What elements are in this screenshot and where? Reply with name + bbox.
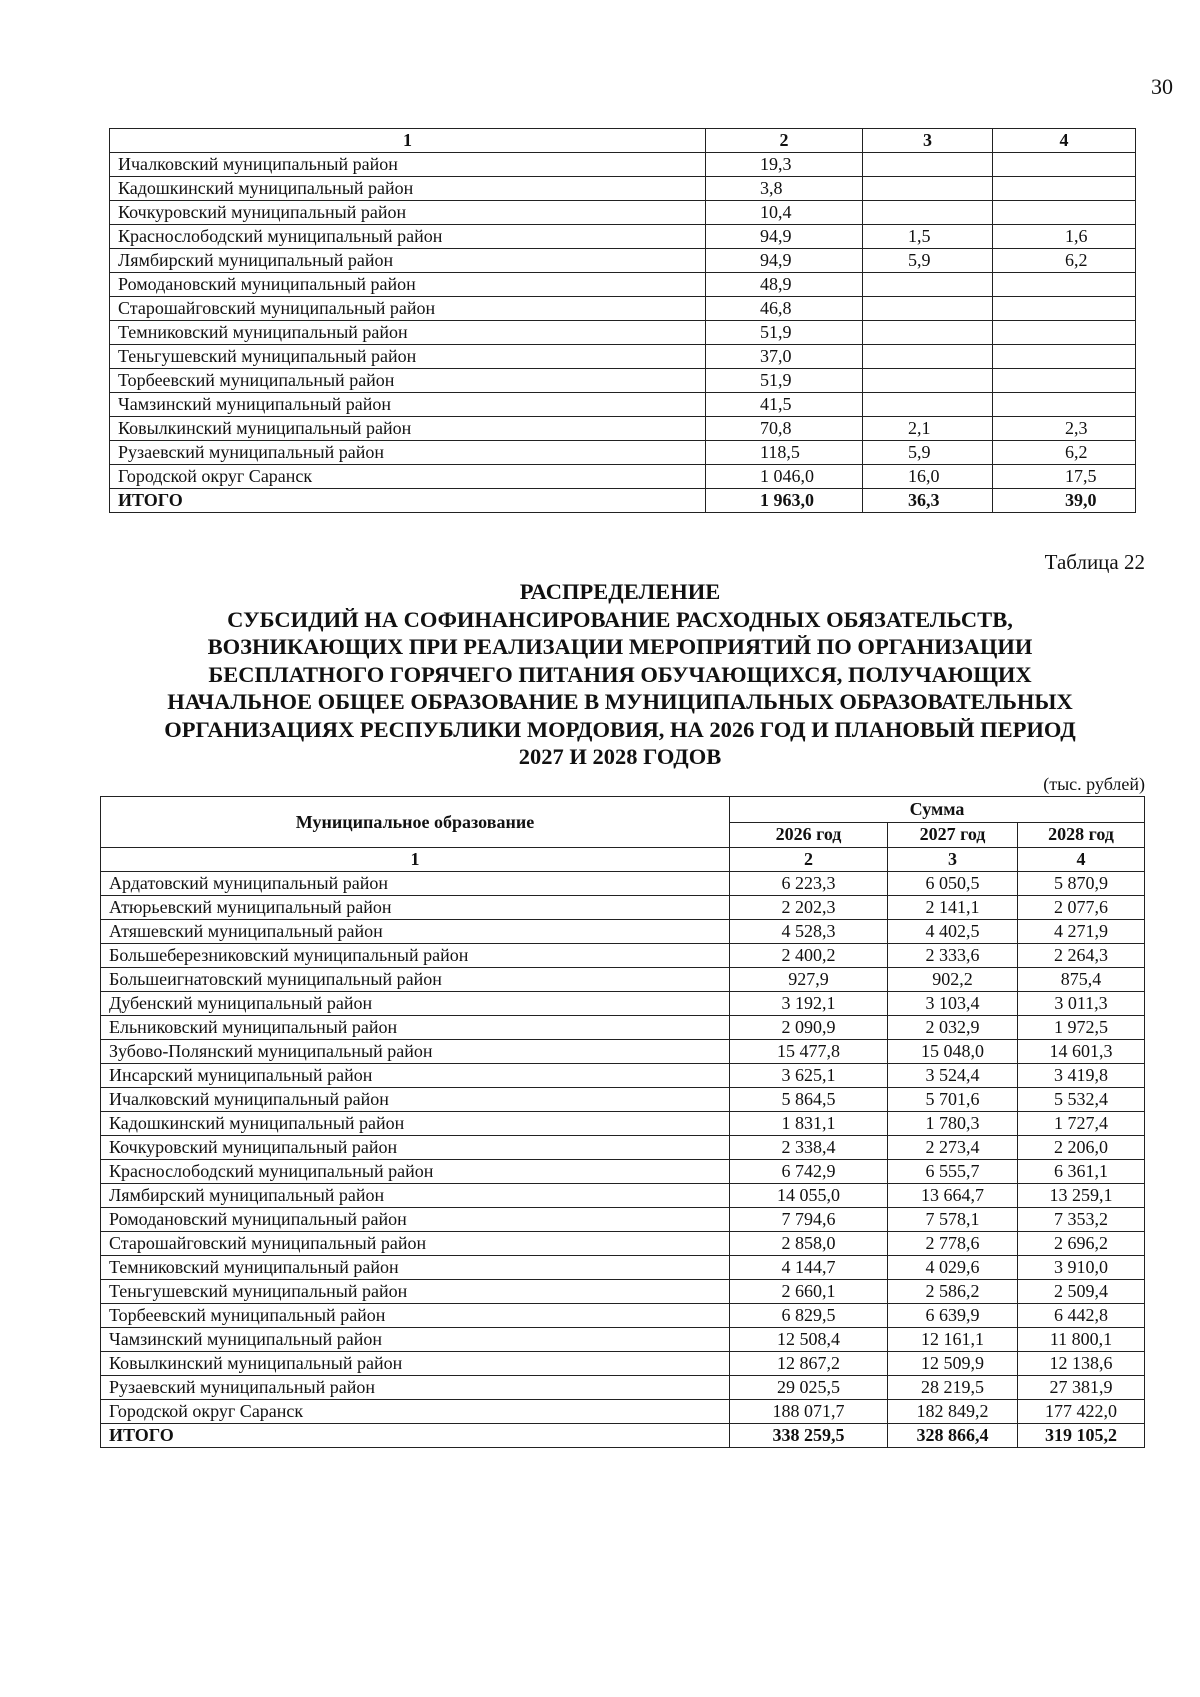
table-row [110,321,1136,345]
municipality-cell: ИТОГО [110,489,706,513]
value-cell: 188 071,7 [730,1400,888,1424]
value-cell: 2 338,4 [730,1136,888,1160]
value-cell: 5,9 [863,249,993,273]
sum-header: Сумма [730,797,1145,823]
municipality-cell: Торбеевский муниципальный район [101,1304,730,1328]
value-cell: 2 032,9 [888,1016,1018,1040]
value-cell: 41,5 [706,393,863,417]
value-cell: 14 055,0 [730,1184,888,1208]
municipality-cell: Большеберезниковский муниципальный район [101,944,730,968]
col-number: 2 [706,129,863,153]
value-cell: 3 103,4 [888,992,1018,1016]
value-cell: 6 050,5 [888,872,1018,896]
total-row [110,489,1136,513]
municipality-header: Муниципальное образование [101,797,730,848]
value-cell: 5,9 [863,441,993,465]
value-cell: 11 800,1 [1018,1328,1145,1352]
value-cell: 328 866,4 [888,1424,1018,1448]
table-row [110,273,1136,297]
table-row [101,992,1145,1016]
value-cell: 1 831,1 [730,1112,888,1136]
municipality-cell: Теньгушевский муниципальный район [101,1280,730,1304]
municipality-cell: Краснослободский муниципальный район [101,1160,730,1184]
municipality-cell: Ельниковский муниципальный район [101,1016,730,1040]
value-cell: 1 046,0 [706,465,863,489]
year-header: 2027 год [888,822,1018,848]
value-cell: 5 532,4 [1018,1088,1145,1112]
title-line: НАЧАЛЬНОЕ ОБЩЕЕ ОБРАЗОВАНИЕ В МУНИЦИПАЛЬНЫХ ОБРАЗОВАТЕЛЬНЫХ [167,689,1073,714]
value-cell: 5 864,5 [730,1088,888,1112]
table-title [95,578,1145,771]
municipality-cell: Кочкуровский муниципальный район [110,201,706,225]
value-cell: 7 578,1 [888,1208,1018,1232]
continuation-table [109,128,1136,513]
municipality-cell: Лямбирский муниципальный район [110,249,706,273]
value-cell: 182 849,2 [888,1400,1018,1424]
value-cell: 2,1 [863,417,993,441]
value-cell: 28 219,5 [888,1376,1018,1400]
municipality-cell: ИТОГО [101,1424,730,1448]
municipality-cell: Городской округ Саранск [101,1400,730,1424]
municipality-cell: Торбеевский муниципальный район [110,369,706,393]
value-cell: 3 524,4 [888,1064,1018,1088]
value-cell: 46,8 [706,297,863,321]
value-cell: 118,5 [706,441,863,465]
municipality-cell: Чамзинский муниципальный район [110,393,706,417]
units-note: (тыс. рублей) [1043,774,1145,794]
table-row [110,417,1136,441]
col-number: 1 [110,129,706,153]
value-cell: 2 264,3 [1018,944,1145,968]
municipality-cell: Рузаевский муниципальный район [101,1376,730,1400]
value-cell: 3 910,0 [1018,1256,1145,1280]
value-cell: 51,9 [706,369,863,393]
value-cell: 177 422,0 [1018,1400,1145,1424]
value-cell: 39,0 [993,489,1136,513]
value-cell: 2 586,2 [888,1280,1018,1304]
table-row [101,1232,1145,1256]
table-row [101,920,1145,944]
table-row [101,968,1145,992]
value-cell: 15 477,8 [730,1040,888,1064]
table-row [101,1328,1145,1352]
value-cell: 2 696,2 [1018,1232,1145,1256]
col-number: 1 [101,848,730,872]
municipality-cell: Ичалковский муниципальный район [110,153,706,177]
value-cell: 4 271,9 [1018,920,1145,944]
value-cell: 2 858,0 [730,1232,888,1256]
table-row [101,1040,1145,1064]
value-cell: 2,3 [993,417,1136,441]
municipality-cell: Инсарский муниципальный район [101,1064,730,1088]
value-cell: 6 442,8 [1018,1304,1145,1328]
value-cell: 13 664,7 [888,1184,1018,1208]
value-cell [863,177,993,201]
value-cell: 7 353,2 [1018,1208,1145,1232]
subsidy-table-body [101,797,1145,1448]
value-cell: 19,3 [706,153,863,177]
value-cell [863,369,993,393]
value-cell [993,273,1136,297]
table-row [110,177,1136,201]
value-cell: 10,4 [706,201,863,225]
value-cell [863,321,993,345]
value-cell: 13 259,1 [1018,1184,1145,1208]
table-row [110,201,1136,225]
table-row [101,944,1145,968]
value-cell: 2 333,6 [888,944,1018,968]
table-row [101,1352,1145,1376]
value-cell: 1 727,4 [1018,1112,1145,1136]
value-cell: 4 029,6 [888,1256,1018,1280]
value-cell: 15 048,0 [888,1040,1018,1064]
table-row [101,1016,1145,1040]
value-cell: 2 202,3 [730,896,888,920]
table-row [101,1088,1145,1112]
col-number: 4 [993,129,1136,153]
value-cell: 338 259,5 [730,1424,888,1448]
municipality-cell: Дубенский муниципальный район [101,992,730,1016]
table-row [101,872,1145,896]
municipality-cell: Городской округ Саранск [110,465,706,489]
value-cell: 2 509,4 [1018,1280,1145,1304]
value-cell: 6 361,1 [1018,1160,1145,1184]
value-cell [993,153,1136,177]
value-cell: 3 625,1 [730,1064,888,1088]
value-cell: 2 077,6 [1018,896,1145,920]
value-cell: 14 601,3 [1018,1040,1145,1064]
table-row [110,369,1136,393]
value-cell: 6 742,9 [730,1160,888,1184]
value-cell [863,393,993,417]
table-row [101,1208,1145,1232]
title-line: СУБСИДИЙ НА СОФИНАНСИРОВАНИЕ РАСХОДНЫХ ОБЯЗАТЕЛЬСТВ, [227,606,1013,632]
value-cell: 17,5 [993,465,1136,489]
column-number-row [110,129,1136,153]
table-row [101,1280,1145,1304]
value-cell [863,273,993,297]
col-number: 4 [1018,848,1145,872]
value-cell: 4 528,3 [730,920,888,944]
value-cell: 3 011,3 [1018,992,1145,1016]
title-line: БЕСПЛАТНОГО ГОРЯЧЕГО ПИТАНИЯ ОБУЧАЮЩИХСЯ, ПОЛУЧАЮЩИХ [208,661,1032,687]
table-row [101,1256,1145,1280]
table-label: Таблица 22 [1044,550,1145,574]
value-cell: 2 778,6 [888,1232,1018,1256]
value-cell: 902,2 [888,968,1018,992]
header-row [101,797,1145,823]
municipality-cell: Ичалковский муниципальный район [101,1088,730,1112]
title-line: 2027 И 2028 ГОДОВ [518,744,722,769]
value-cell: 1 963,0 [706,489,863,513]
municipality-cell: Теньгушевский муниципальный район [110,345,706,369]
value-cell: 94,9 [706,225,863,249]
municipality-cell: Атюрьевский муниципальный район [101,896,730,920]
value-cell [863,345,993,369]
value-cell: 1 780,3 [888,1112,1018,1136]
value-cell: 36,3 [863,489,993,513]
value-cell: 4 402,5 [888,920,1018,944]
municipality-cell: Старошайговский муниципальный район [110,297,706,321]
value-cell: 2 400,2 [730,944,888,968]
value-cell: 1,5 [863,225,993,249]
municipality-cell: Ромодановский муниципальный район [101,1208,730,1232]
column-number-row [101,848,1145,872]
value-cell [863,153,993,177]
title-line: ОРГАНИЗАЦИЯХ РЕСПУБЛИКИ МОРДОВИЯ, НА 2026 ГОД И ПЛАНОВЫЙ ПЕРИОД [164,716,1076,742]
municipality-cell: Кочкуровский муниципальный район [101,1136,730,1160]
year-header: 2028 год [1018,822,1145,848]
value-cell: 2 206,0 [1018,1136,1145,1160]
table-row [110,393,1136,417]
value-cell: 12 138,6 [1018,1352,1145,1376]
value-cell: 875,4 [1018,968,1145,992]
municipality-cell: Большеигнатовский муниципальный район [101,968,730,992]
table-row [110,249,1136,273]
value-cell: 12 161,1 [888,1328,1018,1352]
value-cell: 3 192,1 [730,992,888,1016]
table-row [101,1136,1145,1160]
value-cell: 6 555,7 [888,1160,1018,1184]
value-cell: 5 870,9 [1018,872,1145,896]
municipality-cell: Темниковский муниципальный район [101,1256,730,1280]
table-row [101,1376,1145,1400]
page-number: 30 [1151,74,1173,99]
table-row [110,345,1136,369]
value-cell: 29 025,5 [730,1376,888,1400]
col-number: 3 [863,129,993,153]
value-cell: 319 105,2 [1018,1424,1145,1448]
municipality-cell: Краснослободский муниципальный район [110,225,706,249]
value-cell: 3 419,8 [1018,1064,1145,1088]
table-row [101,1400,1145,1424]
value-cell: 6 639,9 [888,1304,1018,1328]
col-number: 3 [888,848,1018,872]
value-cell: 7 794,6 [730,1208,888,1232]
value-cell: 4 144,7 [730,1256,888,1280]
municipality-cell: Старошайговский муниципальный район [101,1232,730,1256]
municipality-cell: Ромодановский муниципальный район [110,273,706,297]
municipality-cell: Ковылкинский муниципальный район [110,417,706,441]
value-cell: 927,9 [730,968,888,992]
total-row [101,1424,1145,1448]
table-row [110,297,1136,321]
value-cell: 6 223,3 [730,872,888,896]
table-row [101,1304,1145,1328]
value-cell: 16,0 [863,465,993,489]
value-cell: 27 381,9 [1018,1376,1145,1400]
value-cell: 2 660,1 [730,1280,888,1304]
year-header: 2026 год [730,822,888,848]
value-cell [993,177,1136,201]
table-row [101,1064,1145,1088]
title-line: ВОЗНИКАЮЩИХ ПРИ РЕАЛИЗАЦИИ МЕРОПРИЯТИЙ ПО ОРГАНИЗАЦИИ [207,634,1033,659]
table-row [110,441,1136,465]
value-cell: 2 141,1 [888,896,1018,920]
value-cell [863,201,993,225]
value-cell: 5 701,6 [888,1088,1018,1112]
municipality-cell: Атяшевский муниципальный район [101,920,730,944]
value-cell: 3,8 [706,177,863,201]
municipality-cell: Чамзинский муниципальный район [101,1328,730,1352]
municipality-cell: Темниковский муниципальный район [110,321,706,345]
municipality-cell: Зубово-Полянский муниципальный район [101,1040,730,1064]
table-row [101,1160,1145,1184]
value-cell: 37,0 [706,345,863,369]
municipality-cell: Рузаевский муниципальный район [110,441,706,465]
value-cell: 94,9 [706,249,863,273]
value-cell [993,345,1136,369]
table-row [101,1112,1145,1136]
value-cell [993,297,1136,321]
table-row [110,153,1136,177]
value-cell: 48,9 [706,273,863,297]
value-cell: 2 090,9 [730,1016,888,1040]
value-cell [993,201,1136,225]
municipality-cell: Ардатовский муниципальный район [101,872,730,896]
value-cell: 6 829,5 [730,1304,888,1328]
col-number: 2 [730,848,888,872]
value-cell: 12 509,9 [888,1352,1018,1376]
value-cell: 2 273,4 [888,1136,1018,1160]
table-row [101,896,1145,920]
municipality-cell: Лямбирский муниципальный район [101,1184,730,1208]
value-cell: 6,2 [993,249,1136,273]
value-cell: 70,8 [706,417,863,441]
value-cell: 1 972,5 [1018,1016,1145,1040]
value-cell [993,393,1136,417]
title-line: РАСПРЕДЕЛЕНИЕ [519,579,721,604]
municipality-cell: Ковылкинский муниципальный район [101,1352,730,1376]
table-row [110,465,1136,489]
table-row [101,1184,1145,1208]
subsidy-table [100,796,1145,1448]
value-cell: 6,2 [993,441,1136,465]
value-cell [993,321,1136,345]
continuation-table-body [110,129,1136,513]
value-cell: 1,6 [993,225,1136,249]
value-cell: 12 867,2 [730,1352,888,1376]
value-cell [993,369,1136,393]
table-row [110,225,1136,249]
value-cell [863,297,993,321]
municipality-cell: Кадошкинский муниципальный район [101,1112,730,1136]
value-cell: 51,9 [706,321,863,345]
municipality-cell: Кадошкинский муниципальный район [110,177,706,201]
value-cell: 12 508,4 [730,1328,888,1352]
